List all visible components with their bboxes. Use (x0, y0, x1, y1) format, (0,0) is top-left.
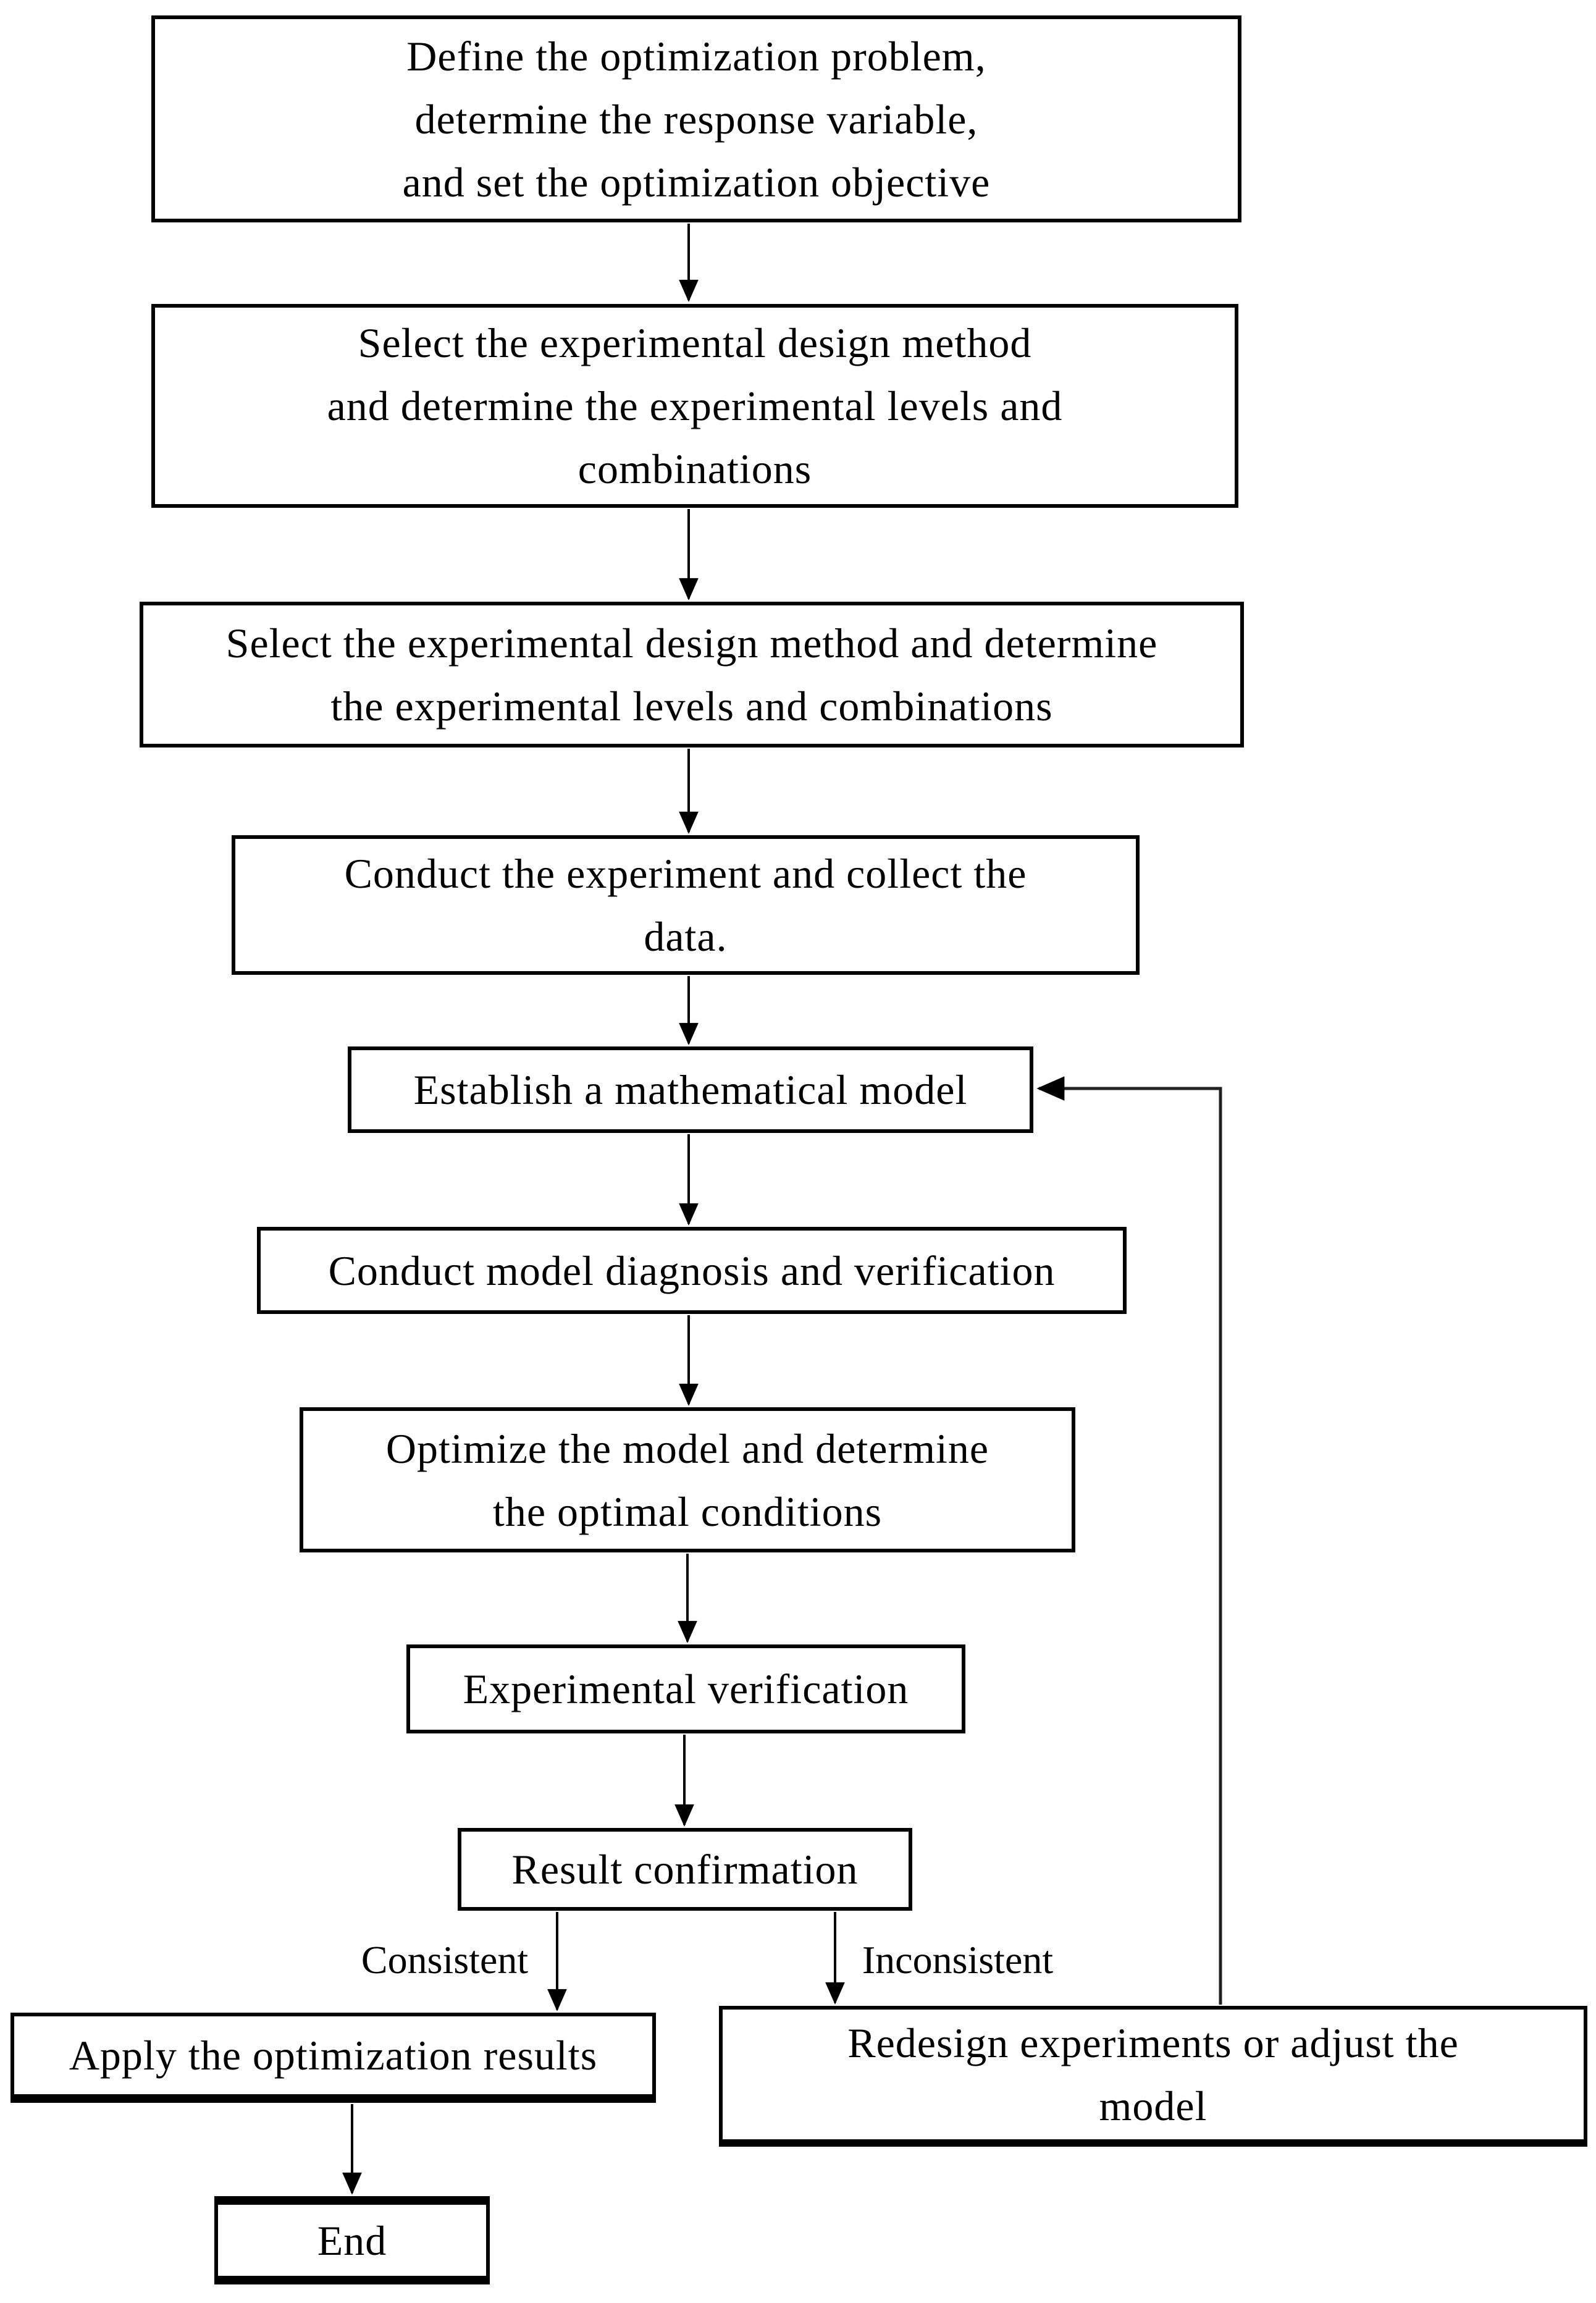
node-result-confirmation (458, 1828, 912, 1911)
node-text-line: Define the optimization problem, (406, 32, 986, 80)
node-text-line: model (1099, 2082, 1208, 2129)
node-define-problem (151, 15, 1241, 222)
node-experimental-verification (406, 1644, 965, 1733)
node-text-line: Apply the optimization results (69, 2032, 598, 2079)
node-text-line: Optimize the model and determine (385, 1425, 989, 1472)
node-text-line: determine the response variable, (414, 95, 978, 143)
node-apply-results (10, 2013, 656, 2103)
node-text-line: End (317, 2217, 387, 2264)
node-text-line: and determine the experimental levels and (327, 382, 1063, 429)
node-text-line: the optimal conditions (492, 1488, 883, 1535)
edge-label-consistent: Consistent (361, 1938, 529, 1982)
node-text-line: combinations (578, 445, 812, 492)
edge-label-inconsistent: Inconsistent (862, 1938, 1054, 1982)
node-text-line: Experimental verification (463, 1665, 909, 1712)
node-text-line: the experimental levels and combinations (330, 683, 1053, 730)
node-select-design-method-2 (140, 602, 1244, 747)
node-conduct-experiment (232, 835, 1140, 975)
node-text-line: Select the experimental design method and determine (225, 620, 1158, 667)
node-redesign-or-adjust (719, 2006, 1587, 2147)
node-model-diagnosis (257, 1227, 1127, 1314)
node-text-line: Result confirmation (511, 1846, 859, 1893)
node-end (214, 2196, 490, 2284)
node-select-design-method (151, 304, 1238, 508)
node-text-line: data. (644, 913, 728, 960)
node-establish-model (348, 1046, 1033, 1133)
node-text-line: Conduct the experiment and collect the (344, 850, 1027, 897)
node-text-line: and set the optimization objective (402, 158, 991, 206)
node-text-line: Establish a mathematical model (413, 1066, 968, 1113)
node-text-line: Conduct model diagnosis and verification (328, 1247, 1056, 1294)
node-text-line: Redesign experiments or adjust the (847, 2019, 1459, 2066)
node-optimize-model (300, 1407, 1075, 1552)
node-text-line: Select the experimental design method (358, 319, 1032, 366)
